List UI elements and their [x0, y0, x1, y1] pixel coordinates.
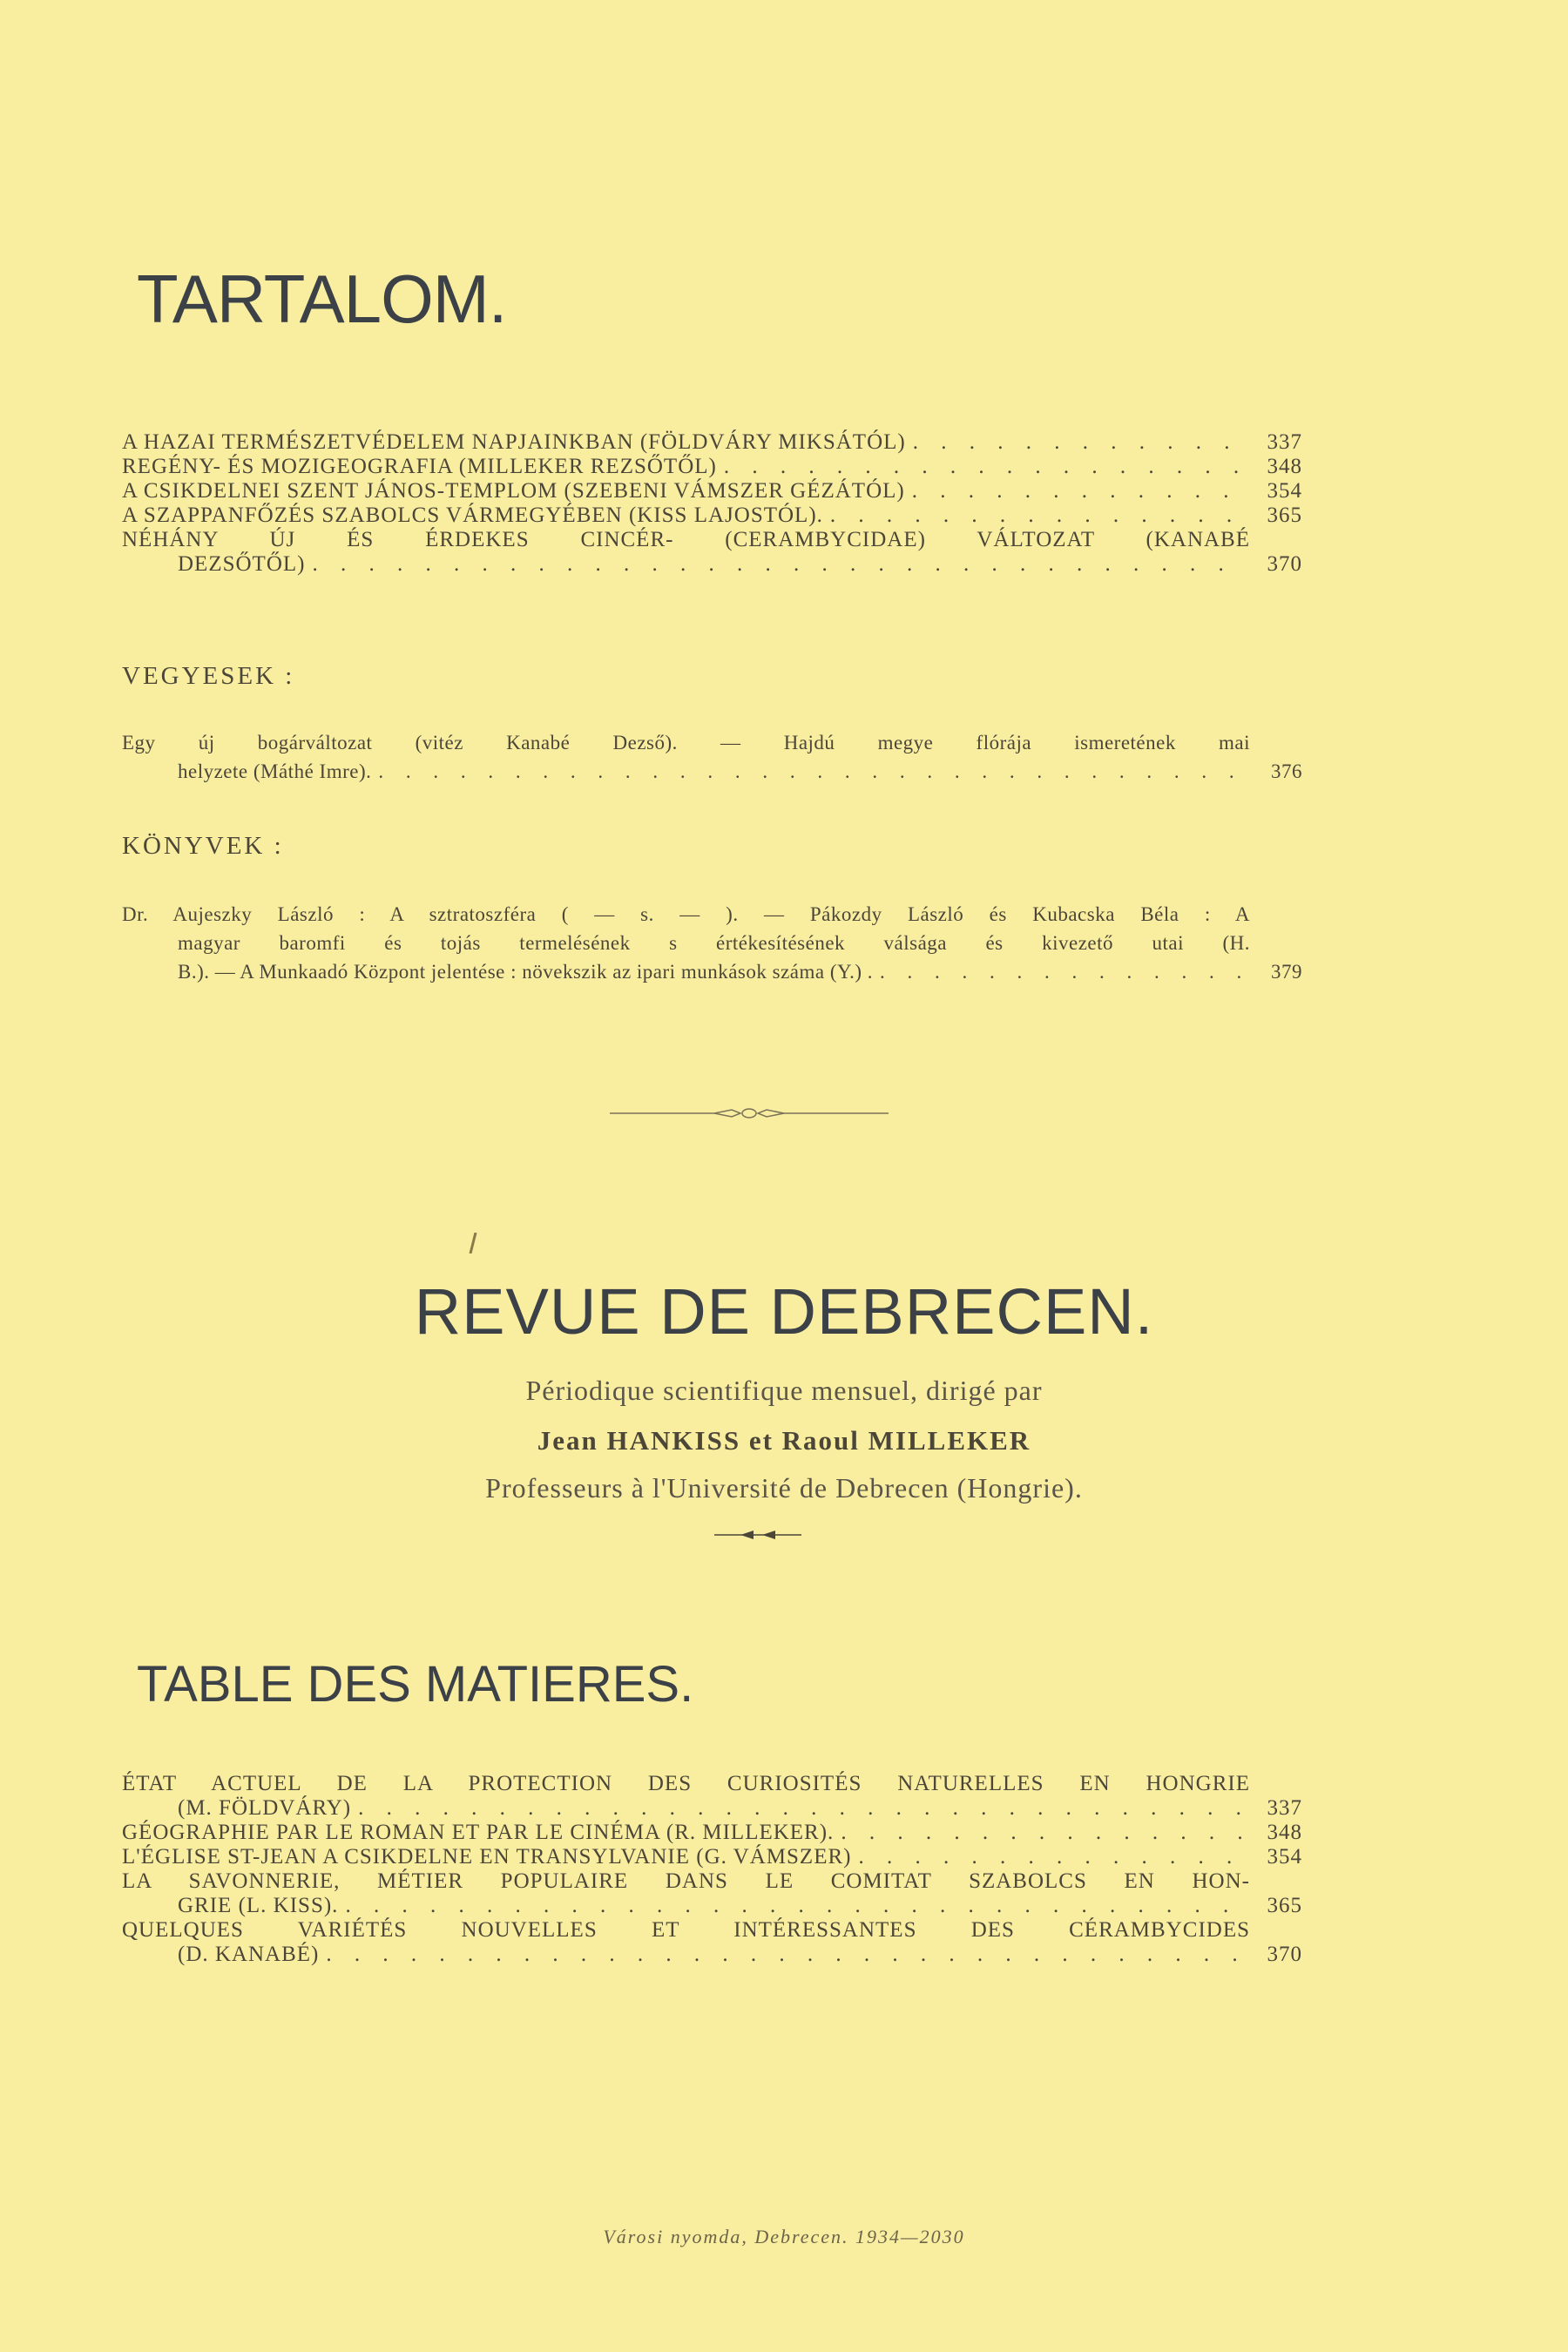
- vegyesek-line-2: helyzete (Máthé Imre).: [178, 760, 372, 782]
- toc-entry: [122, 479, 1302, 504]
- leader-dots: [880, 957, 1243, 986]
- toc-entry-page: 354: [1267, 1845, 1302, 1869]
- toc-entry-page: 376: [1271, 760, 1302, 782]
- vegyesek-heading: VEGYESEK :: [122, 662, 295, 690]
- ink-mark: [469, 1233, 477, 1254]
- leader-dots: [345, 1894, 1243, 1918]
- toc-entry-text: LA SAVONNERIE, MÉTIER POPULAIRE DANS LE COMITAT SZABOLCS EN HON-: [122, 1869, 1250, 1893]
- toc-entry-text-cont: GRIE (L. KISS).: [178, 1894, 339, 1917]
- arrow-ornament-icon: [714, 1528, 801, 1542]
- revue-affiliation: Professeurs à l'Université de Debrecen (Hongrie).: [485, 1472, 1083, 1504]
- toc-entry: [122, 728, 1302, 786]
- toc-entry-text: A SZAPPANFŐZÉS SZABOLCS VÁRMEGYÉBEN (KISS LAJOSTÓL).: [122, 504, 823, 527]
- leader-dots: [912, 479, 1243, 504]
- toc-entry-text: REGÉNY- ÉS MOZIGEOGRAFIA (MILLEKER REZSŐTŐL): [122, 455, 717, 478]
- toc-entry-text: A CSIKDELNEI SZENT JÁNOS-TEMPLOM (SZEBENI VÁMSZER GÉZÁTÓL): [122, 479, 905, 503]
- ornament-divider: [714, 1528, 801, 1542]
- toc-entry-page: 348: [1267, 1821, 1302, 1844]
- toc-entry: [122, 455, 1302, 479]
- konyvek-line-2: magyar baromfi és tojás termelésének s értékesítésének válsága és kivezető utai (H.: [178, 932, 1250, 954]
- toc-entry-page: 337: [1267, 430, 1302, 454]
- vegyesek-section: [122, 728, 1302, 786]
- tartalom-heading: TARTALOM.: [137, 260, 507, 337]
- leader-dots: [830, 504, 1243, 528]
- toc-entry-text: QUELQUES VARIÉTÉS NOUVELLES ET INTÉRESSANTES DES CÉRAMBYCIDES: [122, 1918, 1250, 1942]
- leader-dots: [841, 1821, 1243, 1845]
- toc-entry-page: 379: [1271, 961, 1302, 983]
- leader-dots: [358, 1796, 1243, 1821]
- leader-dots: [724, 455, 1243, 479]
- toc-entry-text: NÉHÁNY ÚJ ÉS ÉRDEKES CINCÉR- (CERAMBYCIDAE) VÁLTOZAT (KANABÉ: [122, 528, 1250, 551]
- konyvek-heading: KÖNYVEK :: [122, 832, 284, 860]
- konyvek-section: [122, 900, 1302, 986]
- toc-entry: [122, 430, 1302, 455]
- table-des-matieres-heading: TABLE DES MATIERES.: [137, 1656, 694, 1713]
- toc-entry: [122, 528, 1302, 577]
- toc-entry-page: 348: [1267, 455, 1302, 478]
- ornament-icon: [610, 1105, 889, 1122]
- toc-entry-text-cont: (D. KANABÉ): [178, 1943, 320, 1966]
- toc-entry: [122, 1918, 1302, 1967]
- vegyesek-line-1: Egy új bogárváltozat (vitéz Kanabé Dezső). — Hajdú megye flórája ismeretének mai: [122, 732, 1250, 754]
- printer-imprint: Városi nyomda, Debrecen. 1934—2030: [603, 2226, 965, 2247]
- toc-entry: [122, 900, 1302, 986]
- revue-subtitle: Périodique scientifique mensuel, dirigé par: [525, 1375, 1043, 1406]
- ornament-divider: [610, 1105, 889, 1122]
- konyvek-line-1: Dr. Aujeszky László : A sztratoszféra ( — s. — ). — Pákozdy László és Kubacska Béla : A: [122, 903, 1250, 925]
- toc-entry-page: 365: [1267, 504, 1302, 527]
- revue-editors: Jean HANKISS et Raoul MILLEKER: [537, 1425, 1031, 1456]
- leader-dots: [913, 430, 1243, 455]
- toc-entry-text: ÉTAT ACTUEL DE LA PROTECTION DES CURIOSITÉS NATURELLES EN HONGRIE: [122, 1772, 1250, 1795]
- revue-title: REVUE DE DEBRECEN.: [414, 1275, 1154, 1348]
- table-des-matieres-list: [122, 1772, 1302, 1967]
- toc-entry-page: 370: [1267, 1943, 1302, 1966]
- toc-entry-page: 370: [1267, 552, 1302, 576]
- konyvek-line-3: B.). — A Munkaadó Központ jelentése : növekszik az ipari munkások száma (Y.) .: [178, 961, 874, 983]
- tartalom-list: [122, 430, 1302, 577]
- toc-entry-page: 337: [1267, 1796, 1302, 1820]
- leader-dots: [858, 1845, 1243, 1869]
- toc-entry-text-cont: DEZSŐTŐL): [178, 552, 306, 576]
- toc-entry: [122, 504, 1302, 528]
- toc-entry: [122, 1869, 1302, 1918]
- leader-dots: [378, 757, 1243, 786]
- leader-dots: [326, 1943, 1243, 1967]
- toc-entry-text: L'ÉGLISE ST-JEAN A CSIKDELNE EN TRANSYLVANIE (G. VÁMSZER): [122, 1845, 852, 1869]
- toc-entry: [122, 1845, 1302, 1869]
- toc-entry-text-cont: (M. FÖLDVÁRY): [178, 1796, 352, 1820]
- toc-entry-page: 365: [1267, 1894, 1302, 1917]
- toc-entry: [122, 1772, 1302, 1821]
- leader-dots: [312, 552, 1243, 577]
- toc-entry-text: A HAZAI TERMÉSZETVÉDELEM NAPJAINKBAN (FÖLDVÁRY MIKSÁTÓL): [122, 430, 906, 454]
- toc-entry: [122, 1821, 1302, 1845]
- toc-entry-text: GÉOGRAPHIE PAR LE ROMAN ET PAR LE CINÉMA (R. MILLEKER).: [122, 1821, 835, 1844]
- toc-entry-page: 354: [1267, 479, 1302, 503]
